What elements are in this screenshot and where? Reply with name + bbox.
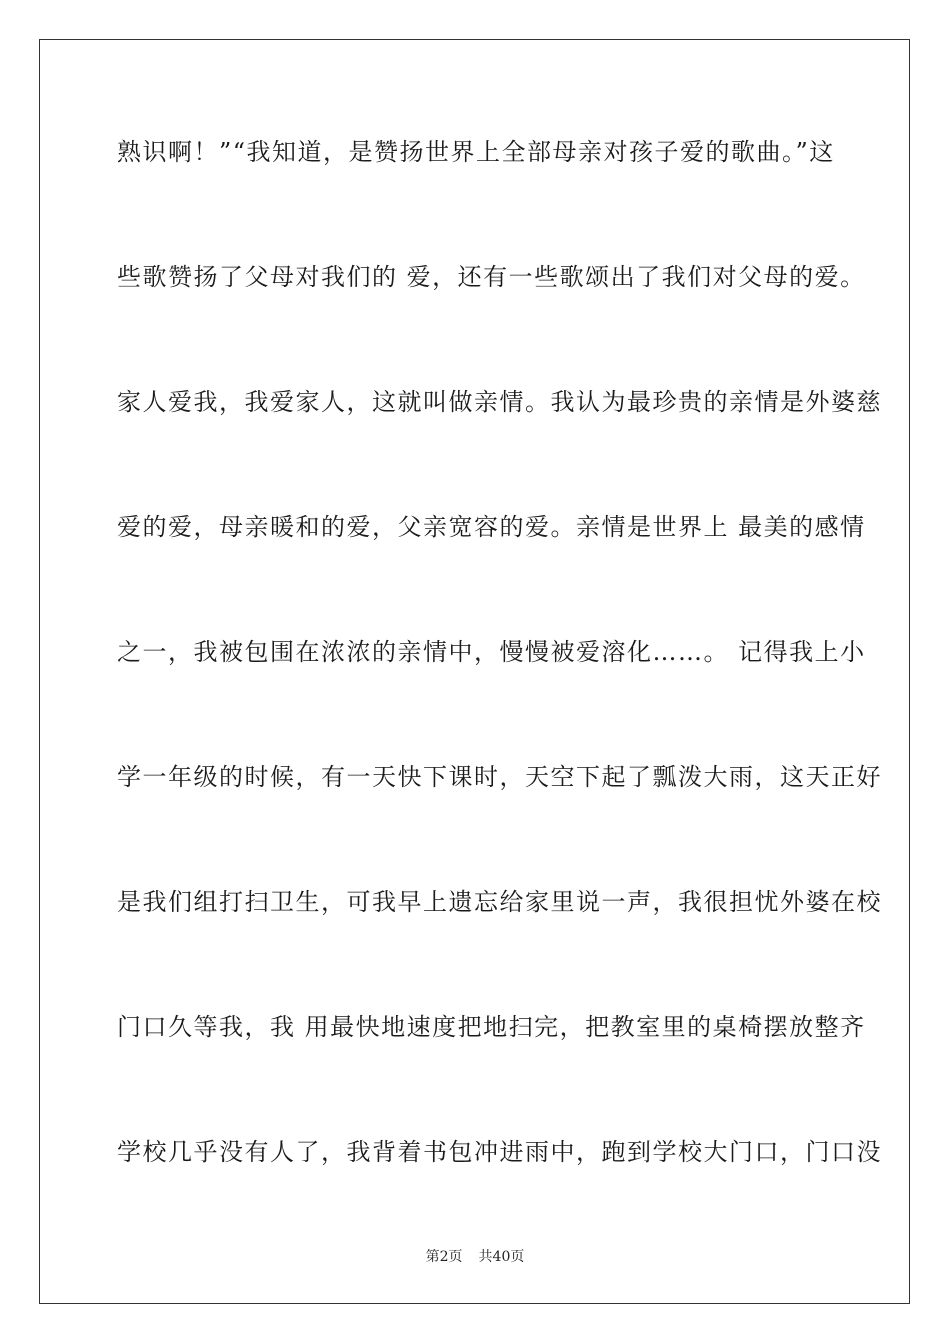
body-text-line: 熟识啊！”“我知道，是赞扬世界上全部母亲对孩子爱的歌曲。”这 (117, 138, 835, 166)
body-text-line: 家人爱我，我爱家人，这就叫做亲情。我认为最珍贵的亲情是外婆慈 (117, 388, 882, 416)
body-text-line: 之一，我被包围在浓浓的亲情中，慢慢被爱溶化……。 记得我上小 (117, 638, 866, 666)
page-number: 第2页 (425, 1249, 463, 1265)
body-text-line: 些歌赞扬了父母对我们的 爱，还有一些歌颂出了我们对父母的爱。 (117, 263, 866, 291)
page-border (39, 39, 910, 1304)
body-text-line: 是我们组打扫卫生，可我早上遗忘给家里说一声，我很担忧外婆在校 (117, 888, 882, 916)
body-text-line: 学一年级的时候，有一天快下课时，天空下起了瓢泼大雨，这天正好 (117, 763, 882, 791)
page-footer (0, 1248, 950, 1266)
page-total: 共40页 (478, 1249, 525, 1265)
body-text-line: 门口久等我，我 用最快地速度把地扫完，把教室里的桌椅摆放整齐 (117, 1013, 866, 1041)
body-text-line: 爱的爱，母亲暖和的爱，父亲宽容的爱。亲情是世界上 最美的感情 (117, 513, 866, 541)
body-text-line: 学校几乎没有人了，我背着书包冲进雨中，跑到学校大门口，门口没 (117, 1138, 882, 1166)
